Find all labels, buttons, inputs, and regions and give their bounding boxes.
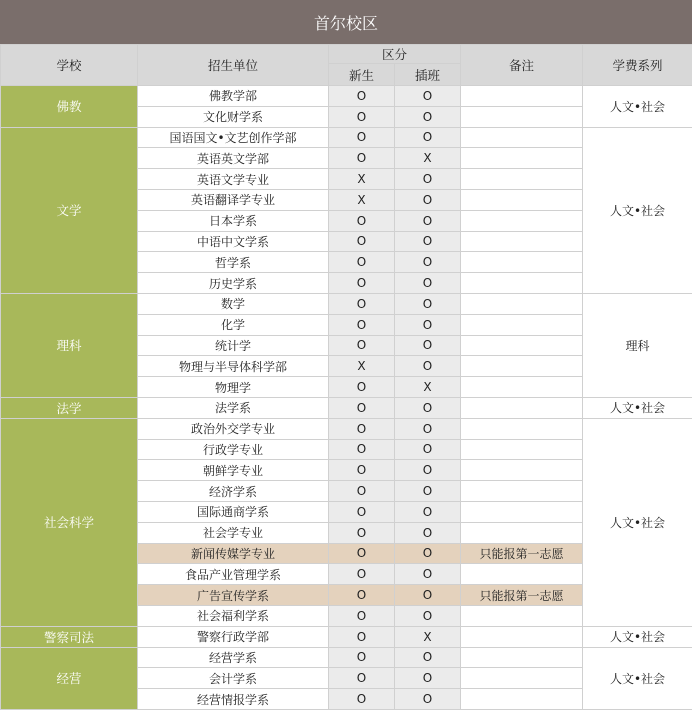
fee-cell: 人文•社会 bbox=[583, 86, 692, 128]
note-cell bbox=[461, 377, 583, 398]
transfer-cell: O bbox=[395, 501, 461, 522]
note-cell: 只能报第一志愿 bbox=[461, 543, 583, 564]
unit-cell: 社会学专业 bbox=[138, 522, 329, 543]
unit-cell: 国语国文•文艺创作学部 bbox=[138, 127, 329, 148]
new-student-cell: O bbox=[329, 148, 395, 169]
transfer-cell: O bbox=[395, 647, 461, 668]
unit-cell: 数学 bbox=[138, 293, 329, 314]
unit-cell: 历史学系 bbox=[138, 273, 329, 294]
note-cell bbox=[461, 439, 583, 460]
new-student-cell: O bbox=[329, 460, 395, 481]
transfer-cell: O bbox=[395, 106, 461, 127]
transfer-cell: O bbox=[395, 335, 461, 356]
unit-cell: 食品产业管理学系 bbox=[138, 564, 329, 585]
transfer-cell: O bbox=[395, 127, 461, 148]
note-cell bbox=[461, 689, 583, 710]
transfer-cell: X bbox=[395, 626, 461, 647]
unit-cell: 新闻传媒学专业 bbox=[138, 543, 329, 564]
transfer-cell: O bbox=[395, 189, 461, 210]
new-student-cell: O bbox=[329, 522, 395, 543]
transfer-cell: O bbox=[395, 543, 461, 564]
unit-cell: 文化财学系 bbox=[138, 106, 329, 127]
unit-cell: 统计学 bbox=[138, 335, 329, 356]
unit-cell: 朝鲜学专业 bbox=[138, 460, 329, 481]
header-unit: 招生单位 bbox=[138, 45, 329, 86]
note-cell bbox=[461, 460, 583, 481]
table-row bbox=[1, 647, 692, 668]
new-student-cell: O bbox=[329, 231, 395, 252]
new-student-cell: O bbox=[329, 626, 395, 647]
new-student-cell: X bbox=[329, 189, 395, 210]
new-student-cell: O bbox=[329, 273, 395, 294]
unit-cell: 哲学系 bbox=[138, 252, 329, 273]
note-cell bbox=[461, 86, 583, 107]
unit-cell: 物理学 bbox=[138, 377, 329, 398]
unit-cell: 经营情报学系 bbox=[138, 689, 329, 710]
note-cell bbox=[461, 668, 583, 689]
table-row bbox=[1, 86, 692, 107]
table-body bbox=[1, 86, 692, 710]
note-cell bbox=[461, 210, 583, 231]
unit-cell: 国际通商学系 bbox=[138, 501, 329, 522]
admissions-table bbox=[0, 44, 692, 710]
note-cell bbox=[461, 189, 583, 210]
note-cell bbox=[461, 481, 583, 502]
table-row bbox=[1, 293, 692, 314]
transfer-cell: O bbox=[395, 460, 461, 481]
fee-cell: 人文•社会 bbox=[583, 397, 692, 418]
transfer-cell: O bbox=[395, 418, 461, 439]
transfer-cell: O bbox=[395, 689, 461, 710]
new-student-cell: O bbox=[329, 314, 395, 335]
unit-cell: 英语翻译学专业 bbox=[138, 189, 329, 210]
school-cell: 理科 bbox=[1, 293, 138, 397]
transfer-cell: O bbox=[395, 231, 461, 252]
note-cell bbox=[461, 522, 583, 543]
new-student-cell: O bbox=[329, 647, 395, 668]
unit-cell: 中语中文学系 bbox=[138, 231, 329, 252]
transfer-cell: O bbox=[395, 439, 461, 460]
fee-cell: 人文•社会 bbox=[583, 127, 692, 293]
transfer-cell: O bbox=[395, 210, 461, 231]
unit-cell: 佛教学部 bbox=[138, 86, 329, 107]
table-row bbox=[1, 626, 692, 647]
new-student-cell: O bbox=[329, 397, 395, 418]
note-cell: 只能报第一志愿 bbox=[461, 585, 583, 606]
unit-cell: 法学系 bbox=[138, 397, 329, 418]
note-cell bbox=[461, 647, 583, 668]
new-student-cell: O bbox=[329, 481, 395, 502]
new-student-cell: O bbox=[329, 210, 395, 231]
header-fee: 学费系列 bbox=[583, 45, 692, 86]
new-student-cell: X bbox=[329, 356, 395, 377]
unit-cell: 物理与半导体科学部 bbox=[138, 356, 329, 377]
unit-cell: 化学 bbox=[138, 314, 329, 335]
transfer-cell: O bbox=[395, 86, 461, 107]
note-cell bbox=[461, 169, 583, 190]
table-row bbox=[1, 418, 692, 439]
note-cell bbox=[461, 564, 583, 585]
transfer-cell: O bbox=[395, 605, 461, 626]
transfer-cell: O bbox=[395, 273, 461, 294]
table-row bbox=[1, 127, 692, 148]
note-cell bbox=[461, 273, 583, 294]
new-student-cell: O bbox=[329, 86, 395, 107]
unit-cell: 广告宣传学系 bbox=[138, 585, 329, 606]
header-note: 备注 bbox=[461, 45, 583, 86]
page-title: 首尔校区 bbox=[0, 0, 692, 44]
new-student-cell: O bbox=[329, 418, 395, 439]
unit-cell: 行政学专业 bbox=[138, 439, 329, 460]
note-cell bbox=[461, 252, 583, 273]
unit-cell: 政治外交学专业 bbox=[138, 418, 329, 439]
school-cell: 佛教 bbox=[1, 86, 138, 128]
table-header bbox=[1, 45, 692, 86]
transfer-cell: O bbox=[395, 356, 461, 377]
unit-cell: 英语文学专业 bbox=[138, 169, 329, 190]
new-student-cell: O bbox=[329, 439, 395, 460]
new-student-cell: O bbox=[329, 252, 395, 273]
new-student-cell: O bbox=[329, 127, 395, 148]
transfer-cell: X bbox=[395, 148, 461, 169]
new-student-cell: X bbox=[329, 169, 395, 190]
school-cell: 文学 bbox=[1, 127, 138, 293]
school-cell: 法学 bbox=[1, 397, 138, 418]
note-cell bbox=[461, 106, 583, 127]
note-cell bbox=[461, 397, 583, 418]
transfer-cell: O bbox=[395, 397, 461, 418]
transfer-cell: O bbox=[395, 522, 461, 543]
new-student-cell: O bbox=[329, 564, 395, 585]
transfer-cell: O bbox=[395, 668, 461, 689]
new-student-cell: O bbox=[329, 335, 395, 356]
transfer-cell: O bbox=[395, 585, 461, 606]
unit-cell: 英语英文学部 bbox=[138, 148, 329, 169]
note-cell bbox=[461, 148, 583, 169]
transfer-cell: O bbox=[395, 169, 461, 190]
new-student-cell: O bbox=[329, 668, 395, 689]
transfer-cell: O bbox=[395, 481, 461, 502]
note-cell bbox=[461, 356, 583, 377]
header-school: 学校 bbox=[1, 45, 138, 86]
note-cell bbox=[461, 626, 583, 647]
fee-cell: 理科 bbox=[583, 293, 692, 397]
transfer-cell: O bbox=[395, 252, 461, 273]
new-student-cell: O bbox=[329, 106, 395, 127]
note-cell bbox=[461, 501, 583, 522]
note-cell bbox=[461, 335, 583, 356]
fee-cell: 人文•社会 bbox=[583, 418, 692, 626]
new-student-cell: O bbox=[329, 585, 395, 606]
header-transfer: 插班 bbox=[395, 64, 461, 86]
header-new: 新生 bbox=[329, 64, 395, 86]
note-cell bbox=[461, 127, 583, 148]
school-cell: 社会科学 bbox=[1, 418, 138, 626]
transfer-cell: O bbox=[395, 564, 461, 585]
note-cell bbox=[461, 418, 583, 439]
unit-cell: 经济学系 bbox=[138, 481, 329, 502]
new-student-cell: O bbox=[329, 293, 395, 314]
transfer-cell: X bbox=[395, 377, 461, 398]
transfer-cell: O bbox=[395, 293, 461, 314]
unit-cell: 日本学系 bbox=[138, 210, 329, 231]
unit-cell: 经营学系 bbox=[138, 647, 329, 668]
header-category: 区分 bbox=[329, 45, 461, 64]
note-cell bbox=[461, 605, 583, 626]
new-student-cell: O bbox=[329, 605, 395, 626]
note-cell bbox=[461, 314, 583, 335]
new-student-cell: O bbox=[329, 543, 395, 564]
transfer-cell: O bbox=[395, 314, 461, 335]
unit-cell: 警察行政学部 bbox=[138, 626, 329, 647]
fee-cell: 人文•社会 bbox=[583, 647, 692, 709]
unit-cell: 会计学系 bbox=[138, 668, 329, 689]
fee-cell: 人文•社会 bbox=[583, 626, 692, 647]
table-row bbox=[1, 397, 692, 418]
note-cell bbox=[461, 293, 583, 314]
new-student-cell: O bbox=[329, 501, 395, 522]
school-cell: 警察司法 bbox=[1, 626, 138, 647]
school-cell: 经营 bbox=[1, 647, 138, 709]
unit-cell: 社会福利学系 bbox=[138, 605, 329, 626]
new-student-cell: O bbox=[329, 377, 395, 398]
note-cell bbox=[461, 231, 583, 252]
new-student-cell: O bbox=[329, 689, 395, 710]
